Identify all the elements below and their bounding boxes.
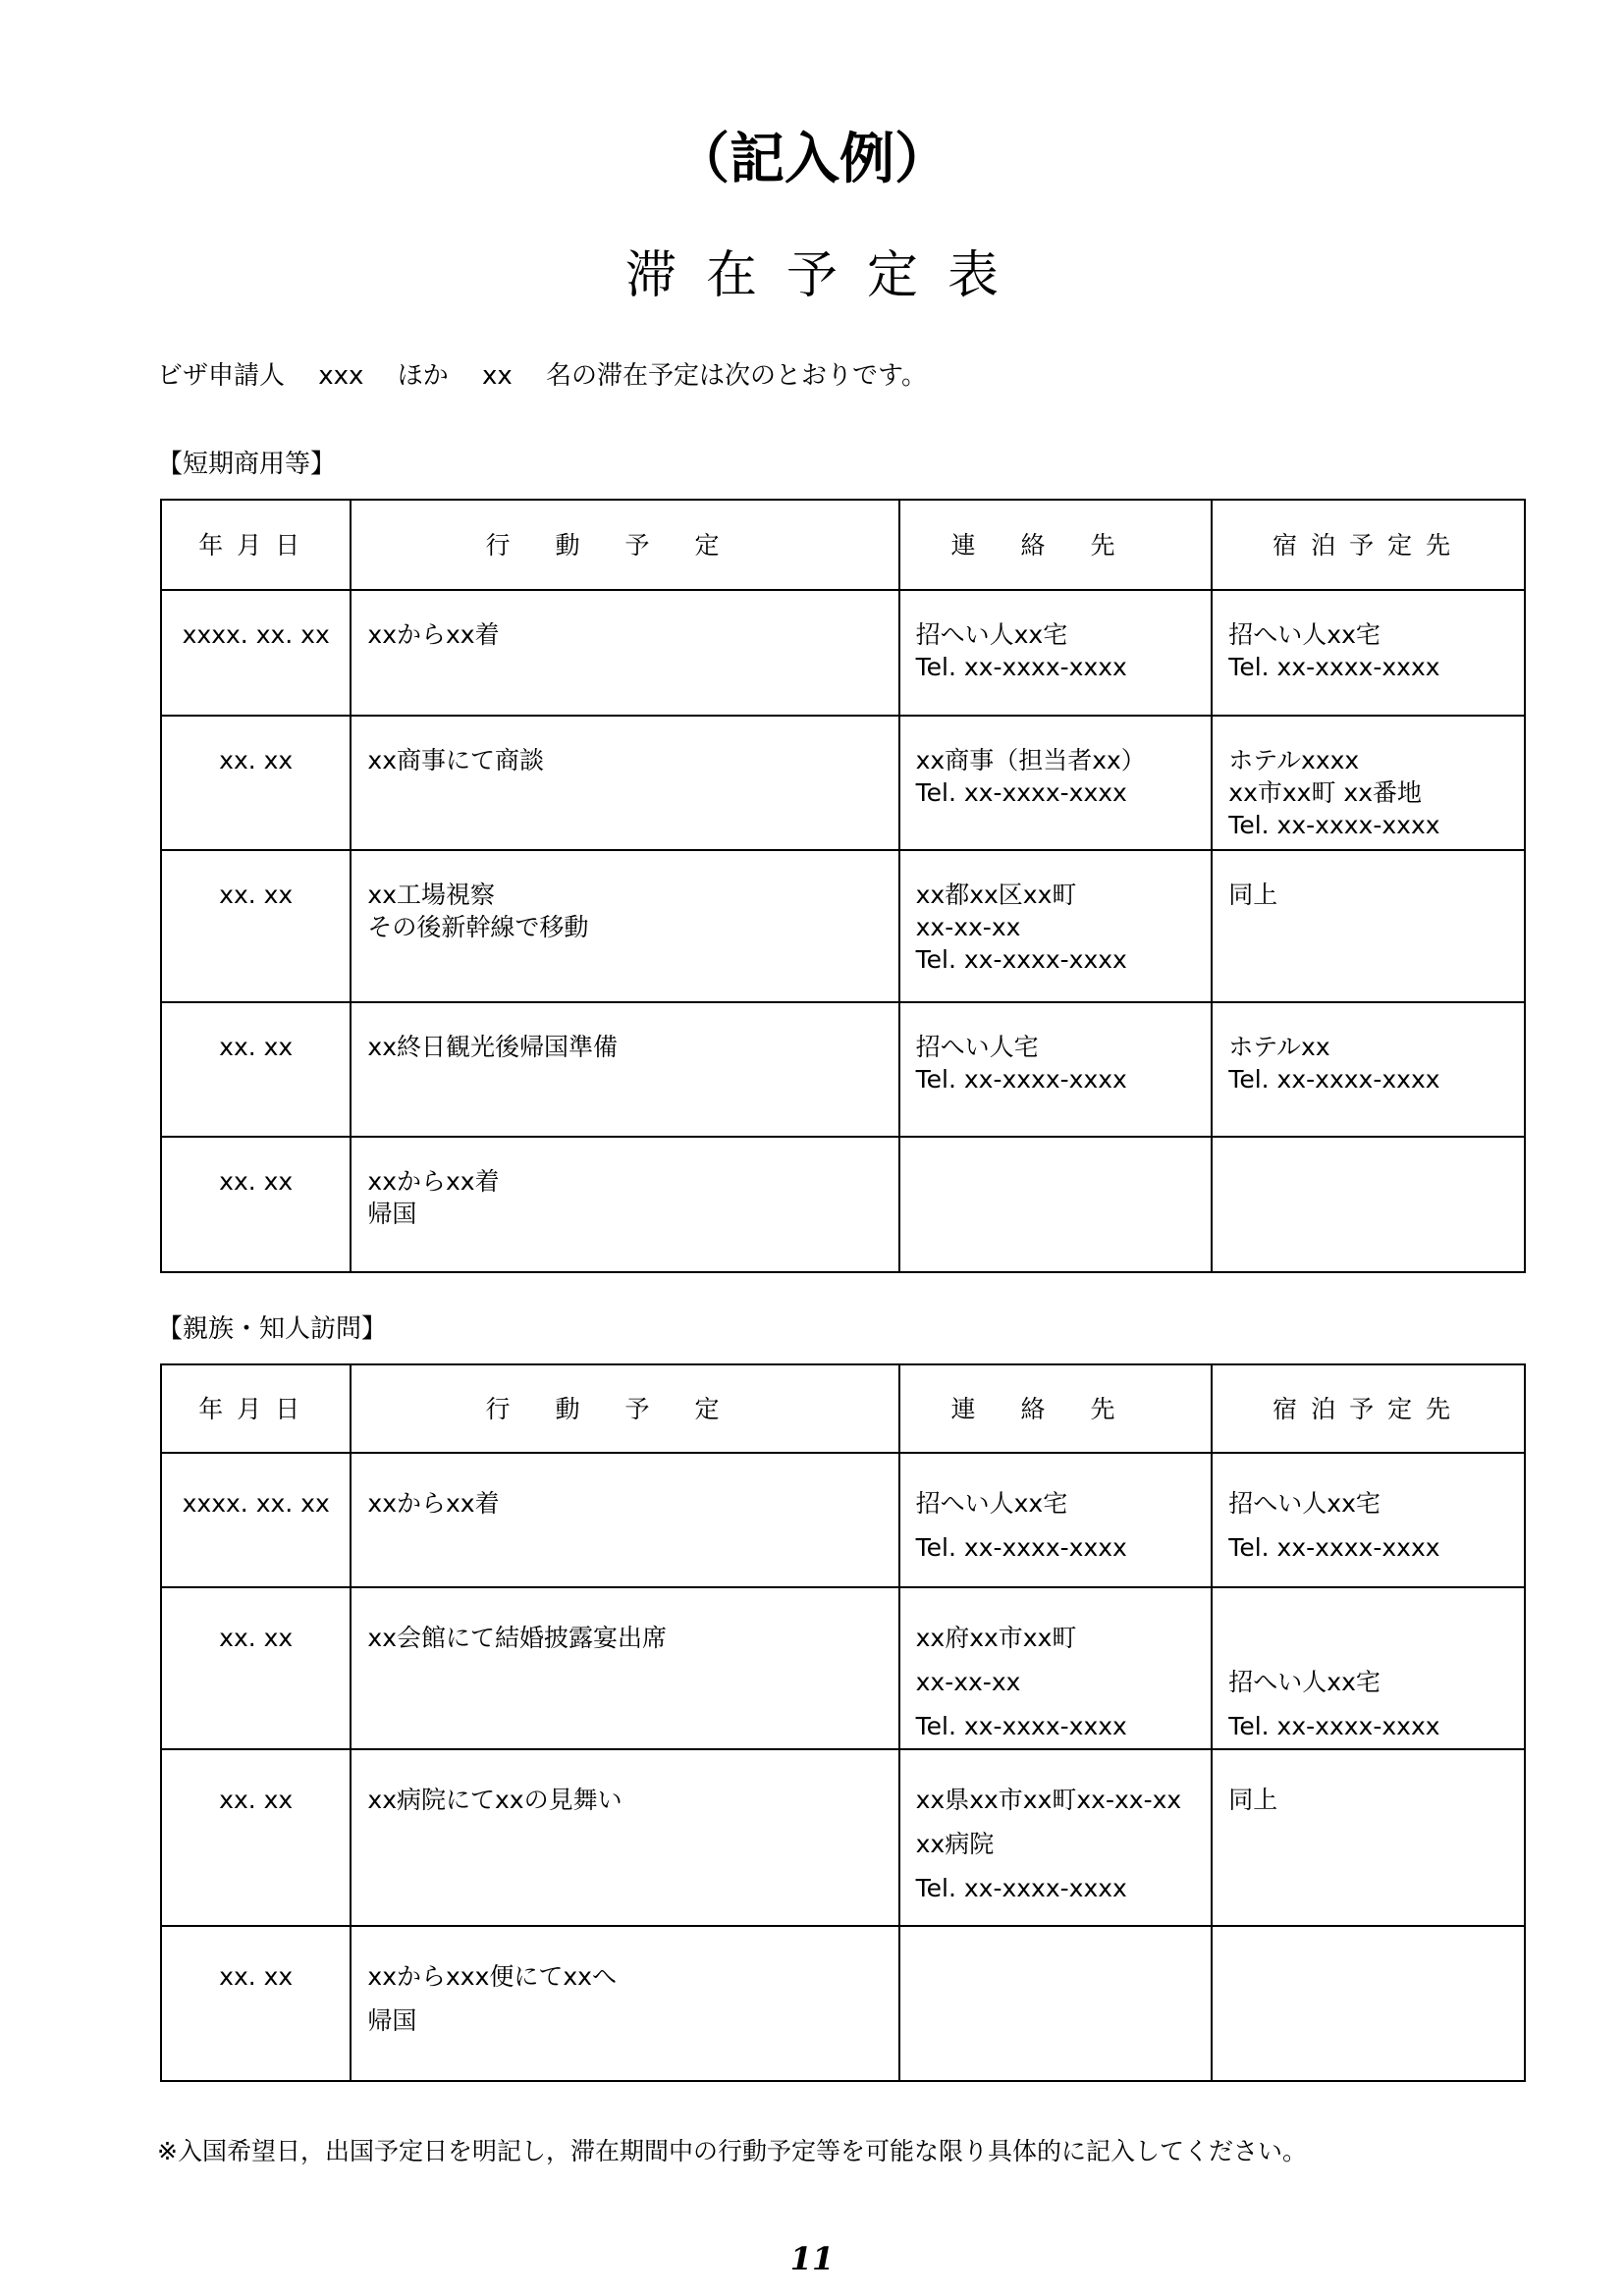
column-header-action: 行動予定: [351, 500, 898, 590]
table-row: [161, 1749, 1525, 1926]
cell-action-line: xx会館にて結婚披露宴出席: [367, 1624, 667, 1652]
cell-stay: [1212, 1137, 1525, 1272]
cell-action-line: xxからxxx便にてxxへ: [367, 1962, 617, 1991]
cell-stay: [1212, 590, 1525, 716]
intro-others: ほか: [397, 361, 449, 391]
cell-action: [351, 1926, 898, 2081]
cell-stay-line: ホテルxxxx: [1228, 746, 1360, 774]
cell-date: xx. xx: [161, 1926, 351, 2081]
cell-action-line: xxからxx着: [367, 1167, 500, 1196]
cell-date: xx. xx: [161, 1749, 351, 1926]
table-row: [161, 1587, 1525, 1749]
cell-contact-line: 招へい人宅: [915, 1033, 1039, 1061]
column-header-action: 行動予定: [351, 1364, 898, 1453]
cell-stay-line: 同上: [1228, 881, 1278, 909]
cell-contact-line: xx-xx-xx: [915, 913, 1021, 941]
column-header-contact: 連絡先: [899, 500, 1213, 590]
table-header-row: [161, 500, 1525, 590]
cell-contact: [899, 850, 1213, 1002]
cell-action-line: xx終日観光後帰国準備: [367, 1033, 618, 1061]
cell-stay: [1212, 1453, 1525, 1587]
cell-stay-line: ホテルxx: [1228, 1033, 1330, 1061]
section-heading-family: 【親族・知人訪問】: [157, 1314, 388, 1344]
section-heading-business: 【短期商用等】: [157, 450, 337, 479]
table-row: [161, 1137, 1525, 1272]
footnote: ※入国希望日，出国予定日を明記し，滞在期間中の行動予定等を可能な限り具体的に記入してください。: [157, 2137, 1307, 2165]
cell-action-line: xx商事にて商談: [367, 746, 544, 774]
cell-contact-line: 招へい人xx宅: [915, 1489, 1068, 1518]
cell-stay-line: 招へい人xx宅: [1228, 1489, 1380, 1518]
cell-contact-line: Tel. xx-xxxx-xxxx: [915, 945, 1127, 974]
cell-stay-line: Tel. xx-xxxx-xxxx: [1228, 1533, 1440, 1562]
cell-date: xx. xx: [161, 1002, 351, 1137]
cell-action-line: xx工場視察: [367, 881, 495, 909]
cell-contact-line: xx府xx市xx町: [915, 1624, 1077, 1652]
cell-stay: [1212, 1587, 1525, 1749]
schedule-table-business: [160, 499, 1526, 1273]
cell-action-line: xxからxx着: [367, 620, 500, 649]
cell-stay-line: Tel. xx-xxxx-xxxx: [1228, 1065, 1440, 1094]
cell-action-line: その後新幹線で移動: [367, 913, 589, 941]
cell-action: [351, 850, 898, 1002]
cell-date: xx. xx: [161, 850, 351, 1002]
page-label: （記入例）: [675, 128, 949, 191]
page-number: 11: [789, 2240, 835, 2277]
cell-contact-line: Tel. xx-xxxx-xxxx: [915, 1874, 1127, 1902]
cell-date: xx. xx: [161, 1587, 351, 1749]
cell-date: xxxx. xx. xx: [161, 1453, 351, 1587]
table-row: [161, 1453, 1525, 1587]
intro-applicant-name: xxx: [318, 361, 364, 391]
cell-contact: [899, 1926, 1213, 2081]
cell-contact: [899, 1002, 1213, 1137]
cell-stay: [1212, 716, 1525, 850]
schedule-table-family: [160, 1363, 1526, 2082]
cell-action-line: 帰国: [367, 1200, 417, 1228]
table-body: [161, 1453, 1525, 2081]
cell-contact-line: xx県xx市xx町xx-xx-xx: [915, 1786, 1182, 1814]
table-row: [161, 716, 1525, 850]
cell-date: xx. xx: [161, 716, 351, 850]
cell-stay-line: 招へい人xx宅: [1228, 620, 1380, 649]
intro-count: xx: [482, 361, 513, 391]
cell-stay: [1212, 850, 1525, 1002]
cell-date: xxxx. xx. xx: [161, 590, 351, 716]
table-header-row: [161, 1364, 1525, 1453]
page-title: 滞在予定表: [624, 246, 1028, 305]
cell-action: [351, 1002, 898, 1137]
cell-stay-line: [1228, 1616, 1508, 1660]
table-body: [161, 590, 1525, 1272]
column-header-stay: 宿泊予定先: [1212, 500, 1525, 590]
cell-action: [351, 590, 898, 716]
cell-action-line: 帰国: [367, 2006, 417, 2035]
cell-contact-line: Tel. xx-xxxx-xxxx: [915, 1712, 1127, 1740]
intro-prefix: ビザ申請人: [157, 361, 286, 391]
cell-contact-line: Tel. xx-xxxx-xxxx: [915, 1065, 1127, 1094]
cell-stay: [1212, 1002, 1525, 1137]
column-header-date: 年月日: [161, 500, 351, 590]
cell-stay: [1212, 1926, 1525, 2081]
cell-stay-line: Tel. xx-xxxx-xxxx: [1228, 811, 1440, 839]
cell-action-line: xxからxx着: [367, 1489, 500, 1518]
cell-contact-line: Tel. xx-xxxx-xxxx: [915, 1533, 1127, 1562]
cell-contact-line: Tel. xx-xxxx-xxxx: [915, 778, 1127, 807]
cell-action: [351, 1587, 898, 1749]
cell-contact: [899, 716, 1213, 850]
cell-stay-line: 同上: [1228, 1786, 1278, 1814]
cell-contact-line: xx都xx区xx町: [915, 881, 1077, 909]
cell-action: [351, 716, 898, 850]
cell-stay-line: xx市xx町 xx番地: [1228, 778, 1423, 807]
cell-contact-line: xx商事（担当者xx）: [915, 746, 1146, 774]
cell-stay-line: 招へい人xx宅: [1228, 1668, 1380, 1696]
cell-action: [351, 1749, 898, 1926]
cell-action: [351, 1453, 898, 1587]
cell-contact-line: xx病院: [915, 1830, 995, 1858]
table-row: [161, 1926, 1525, 2081]
cell-date: xx. xx: [161, 1137, 351, 1272]
table-row: [161, 850, 1525, 1002]
cell-action-line: xx病院にてxxの見舞い: [367, 1786, 623, 1814]
cell-contact-line: Tel. xx-xxxx-xxxx: [915, 653, 1127, 681]
cell-contact: [899, 590, 1213, 716]
intro-suffix: 名の滞在予定は次のとおりです。: [546, 361, 927, 391]
column-header-date: 年月日: [161, 1364, 351, 1453]
column-header-stay: 宿泊予定先: [1212, 1364, 1525, 1453]
column-header-contact: 連絡先: [899, 1364, 1213, 1453]
cell-contact: [899, 1587, 1213, 1749]
intro-sentence: [157, 355, 952, 392]
cell-contact: [899, 1137, 1213, 1272]
cell-action: [351, 1137, 898, 1272]
cell-contact: [899, 1453, 1213, 1587]
cell-stay: [1212, 1749, 1525, 1926]
cell-stay-line: Tel. xx-xxxx-xxxx: [1228, 653, 1440, 681]
cell-contact-line: xx-xx-xx: [915, 1668, 1021, 1696]
cell-contact-line: 招へい人xx宅: [915, 620, 1068, 649]
table-row: [161, 1002, 1525, 1137]
table-row: [161, 590, 1525, 716]
cell-stay-line: Tel. xx-xxxx-xxxx: [1228, 1712, 1440, 1740]
cell-contact: [899, 1749, 1213, 1926]
